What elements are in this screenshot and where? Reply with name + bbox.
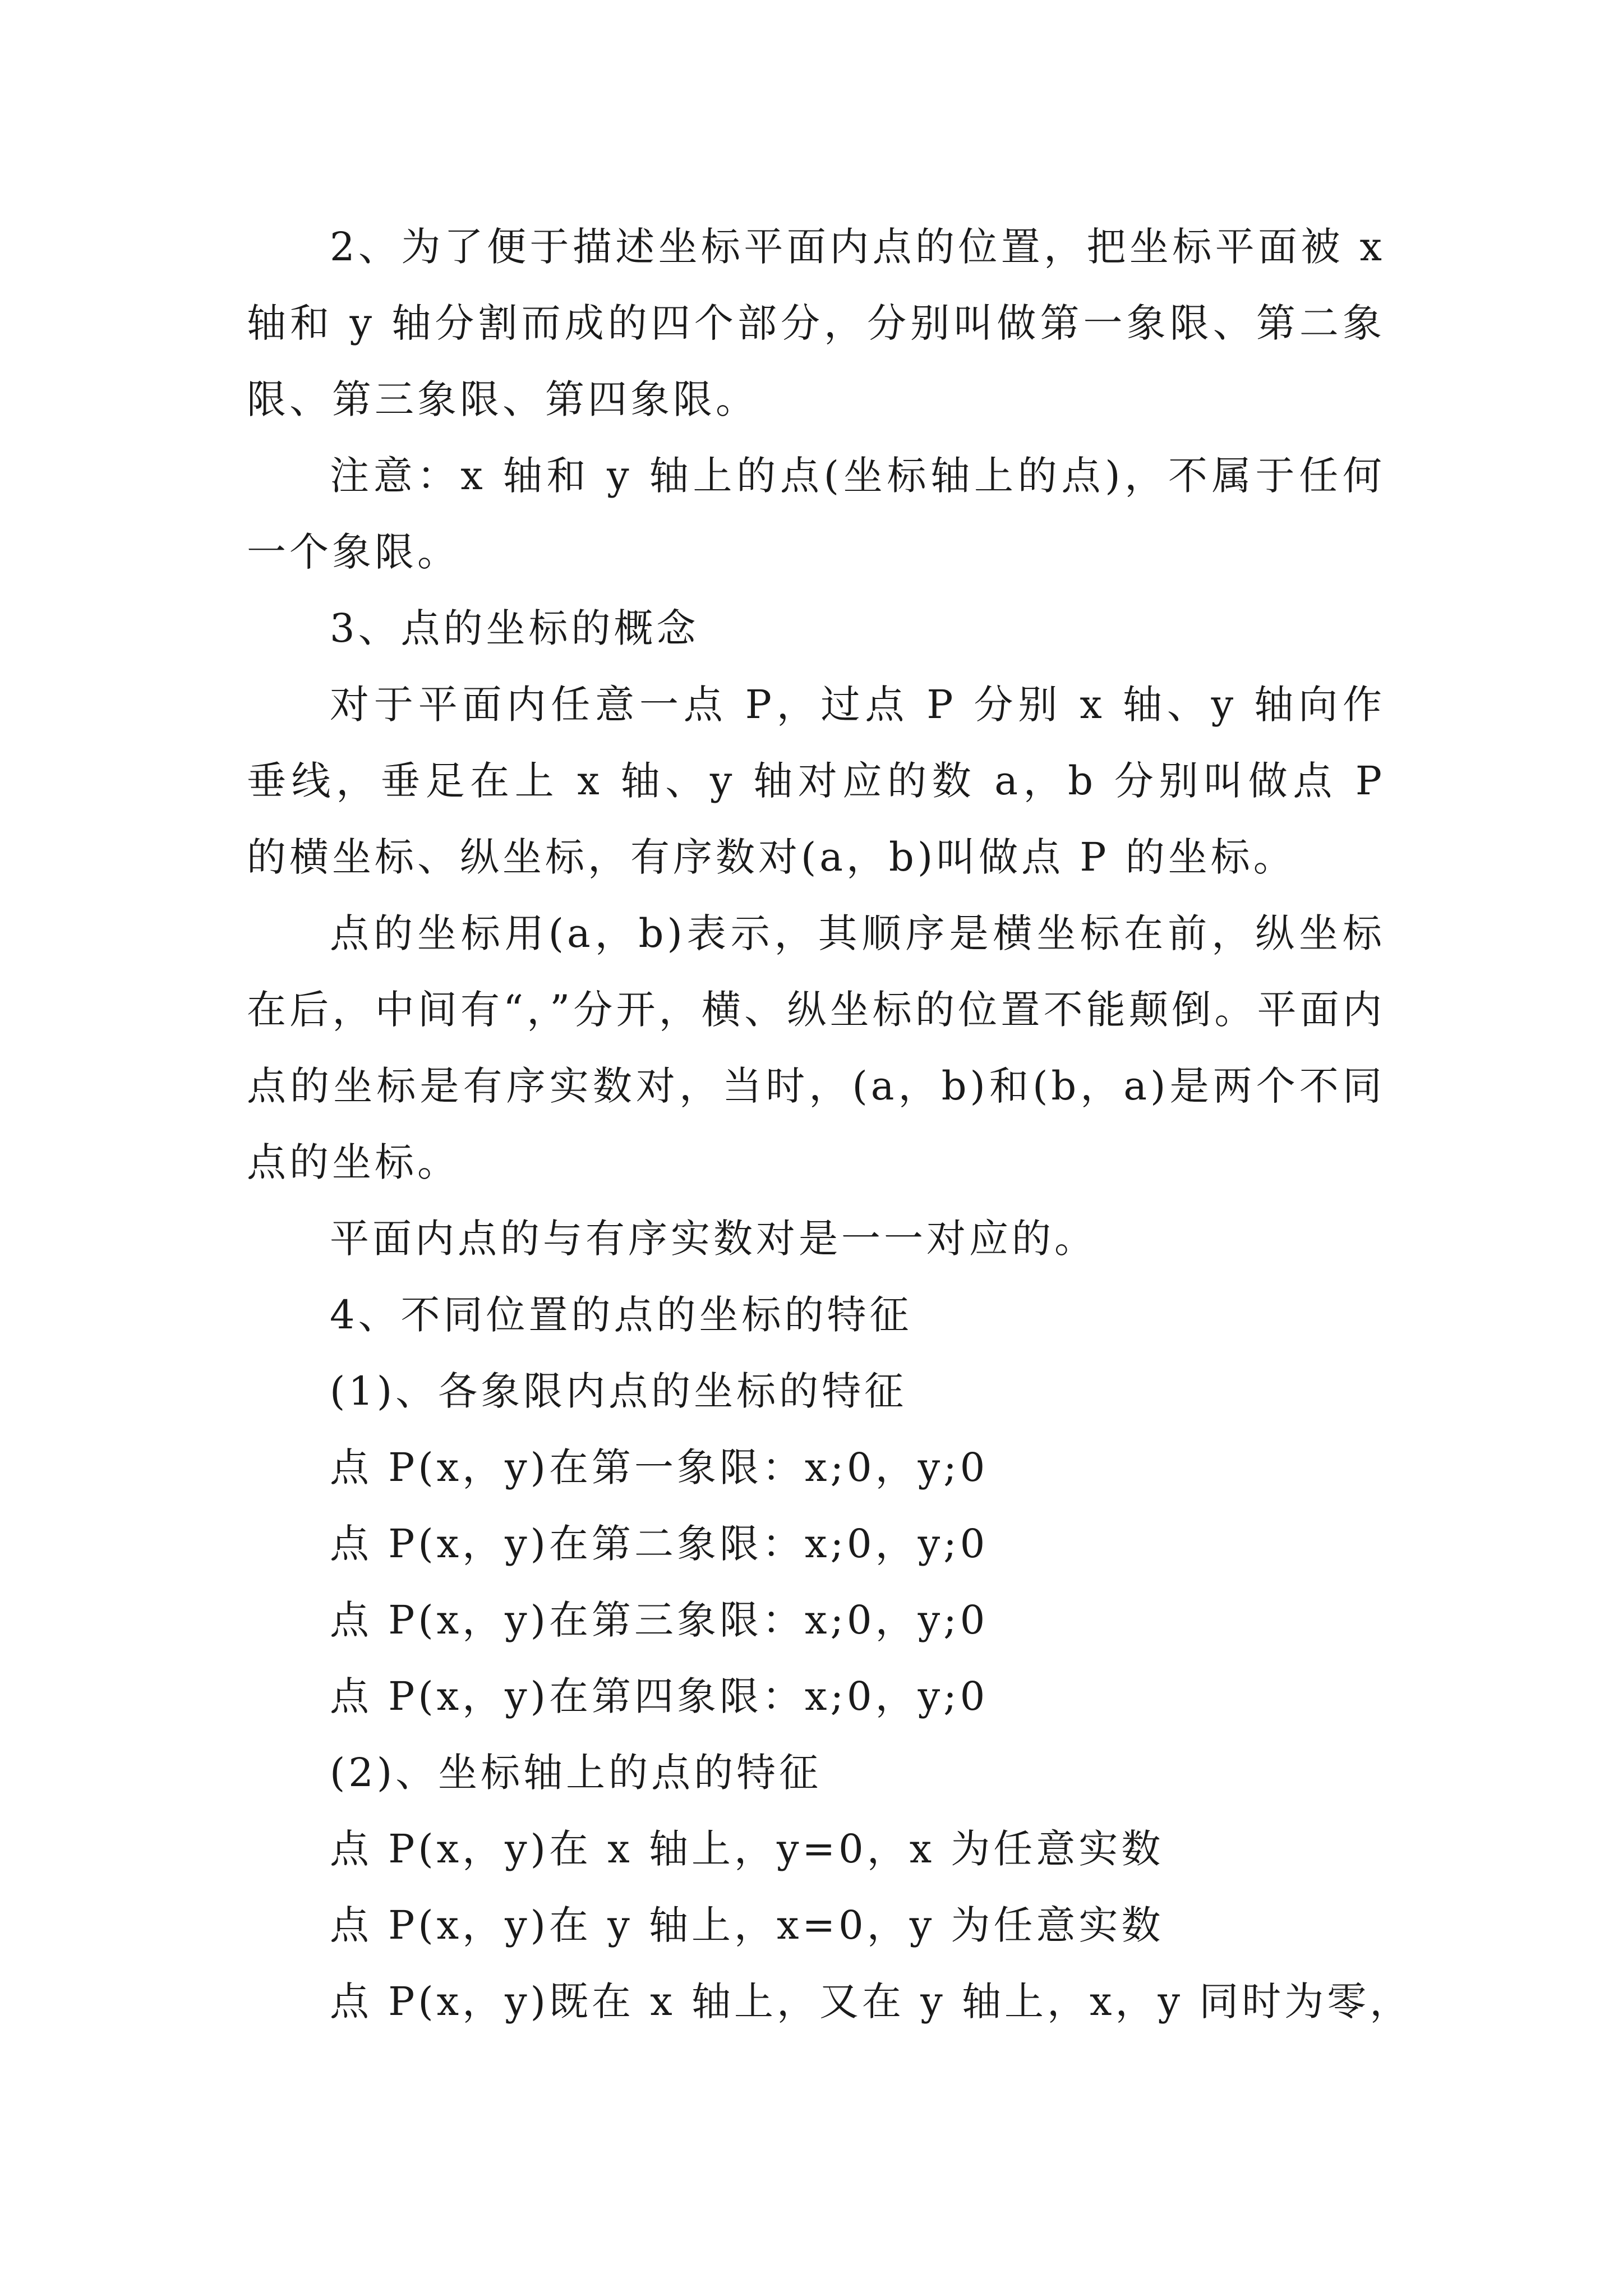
line-on-both-axes: 点 P(x，y)既在 x 轴上，又在 y 轴上，x，y 同时为零， bbox=[330, 1978, 1413, 2024]
paragraph-quadrants: 2、为了便于描述坐标平面内点的位置，把坐标平面被 x 轴和 y 轴分割而成的四个部分，分别叫做第一象限、第二象限、第三象限、第四象限。 bbox=[247, 224, 1385, 422]
paragraph-coordinate-order: 点的坐标用(a，b)表示，其顺序是横坐标在前，纵坐标在后，中间有“，”分开，横、纵坐标的位置不能颠倒。平面内点的坐标是有序实数对，当时，(a，b)和(b，a)是两个不同点的坐标。 bbox=[247, 910, 1385, 1185]
heading-position-features: 4、不同位置的点的坐标的特征 bbox=[330, 1292, 912, 1338]
line-quadrant-4: 点 P(x，y)在第四象限：x;0，y;0 bbox=[330, 1673, 989, 1719]
paragraph-coordinate-definition: 对于平面内任意一点 P，过点 P 分别 x 轴、y 轴向作垂线，垂足在上 x 轴、y 轴对应的数 a，b 分别叫做点 P 的横坐标、纵坐标，有序数对(a，b)叫做点 P 的坐标。 bbox=[247, 682, 1385, 880]
document-body bbox=[247, 209, 1413, 2040]
line-on-x-axis: 点 P(x，y)在 x 轴上，y=0，x 为任意实数 bbox=[330, 1826, 1164, 1872]
line-on-y-axis: 点 P(x，y)在 y 轴上，x=0，y 为任意实数 bbox=[330, 1902, 1164, 1948]
subheading-axis-features: (2)、坐标轴上的点的特征 bbox=[330, 1750, 822, 1796]
line-quadrant-3: 点 P(x，y)在第三象限：x;0，y;0 bbox=[330, 1597, 989, 1643]
line-quadrant-2: 点 P(x，y)在第二象限：x;0，y;0 bbox=[330, 1521, 989, 1567]
subheading-quadrant-features: (1)、各象限内点的坐标的特征 bbox=[330, 1368, 907, 1414]
line-quadrant-1: 点 P(x，y)在第一象限：x;0，y;0 bbox=[330, 1444, 989, 1490]
heading-point-coordinates: 3、点的坐标的概念 bbox=[330, 605, 699, 651]
paragraph-one-to-one: 平面内点的与有序实数对是一一对应的。 bbox=[330, 1216, 1097, 1262]
paragraph-note: 注意：x 轴和 y 轴上的点(坐标轴上的点)，不属于任何一个象限。 bbox=[247, 453, 1385, 575]
